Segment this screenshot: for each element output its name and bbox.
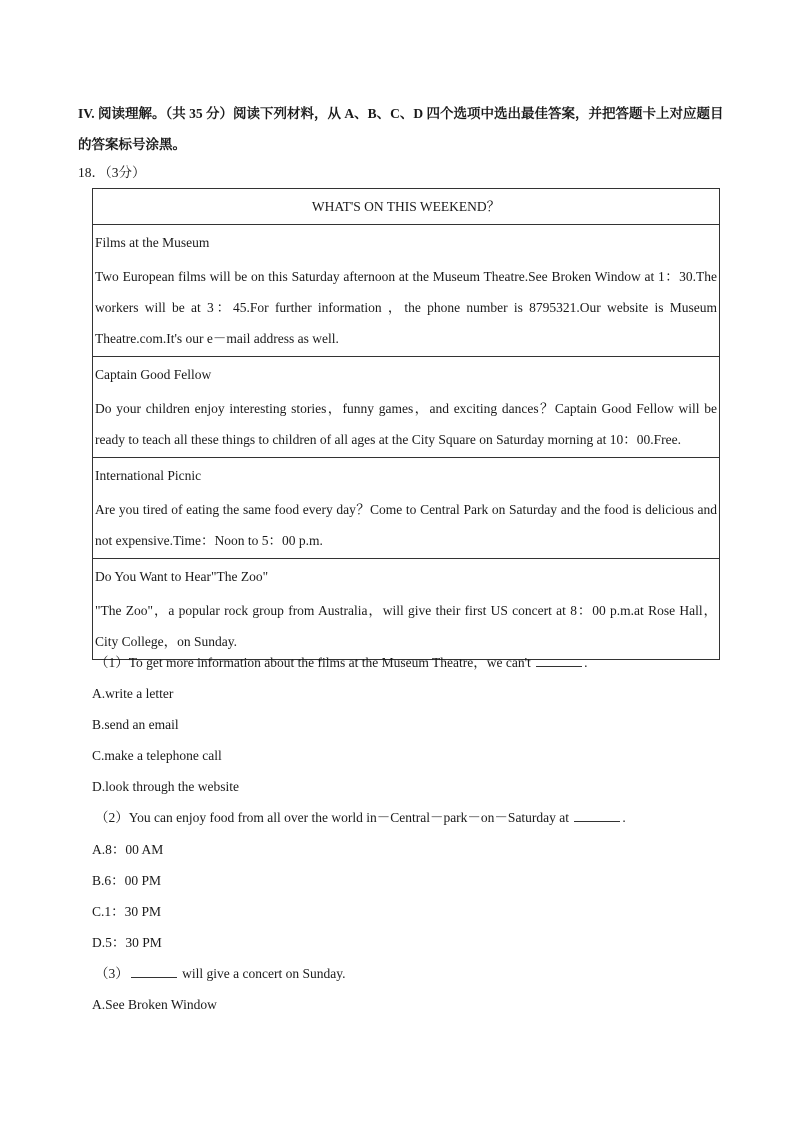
section-heading: IV. 阅读理解。（共 35 分）阅读下列材料，从 A、B、C、D 四个选项中选出最佳答案，并把答题卡上对应题目的答案标号涂黑。 bbox=[78, 106, 724, 152]
event-title: International Picnic bbox=[95, 468, 202, 483]
option: C.make a telephone call bbox=[92, 748, 222, 764]
question-stem bbox=[92, 958, 722, 989]
event-captain bbox=[93, 357, 719, 458]
event-picnic bbox=[93, 458, 719, 559]
weekend-events-table bbox=[92, 188, 720, 660]
questions bbox=[92, 647, 722, 1020]
stem-end: . bbox=[622, 810, 626, 826]
stem-text: （2）You can enjoy food from all over the world in－Central－park－on－Saturday at bbox=[95, 810, 570, 826]
event-title: Films at the Museum bbox=[95, 235, 210, 250]
option: A.write a letter bbox=[92, 686, 174, 702]
answer-blank[interactable] bbox=[574, 807, 620, 822]
event-title: Do You Want to Hear"The Zoo" bbox=[95, 569, 269, 584]
event-zoo bbox=[93, 559, 719, 659]
option: B.6：00 PM bbox=[92, 872, 162, 888]
question-number: 18．（3分） bbox=[78, 165, 146, 180]
question-stem bbox=[92, 802, 722, 833]
stem-text: （3） bbox=[95, 965, 129, 981]
option: A.8：00 AM bbox=[92, 841, 164, 857]
table-heading: WHAT'S ON THIS WEEKEND？ bbox=[93, 189, 719, 225]
option: A.See Broken Window bbox=[92, 997, 217, 1013]
option: D.5：30 PM bbox=[92, 934, 162, 950]
option: D.look through the website bbox=[92, 779, 239, 795]
event-description: Do your children enjoy interesting stories，funny games，and exciting dances？Captain Good Fellow will be ready to teach all these things to children of all ages at the City Square on Saturday morning at 10：00.Free. bbox=[95, 401, 717, 447]
event-films bbox=[93, 225, 719, 357]
option: C.1：30 PM bbox=[92, 903, 162, 919]
event-description: Are you tired of eating the same food every day？Come to Central Park on Saturday and the food is delicious and not expensive.Time：Noon to 5：00 p.m. bbox=[95, 502, 717, 548]
stem-text: （1）To get more information about the films at the Museum Theatre，we can't bbox=[95, 655, 531, 670]
event-description: Two European films will be on this Saturday afternoon at the Museum Theatre.See Broken Window at 1：30.The workers will be at 3：45.For further information ，the phone number is 8795321.Our website is Museum Theatre.com.It's our e－mail address as well. bbox=[95, 269, 717, 346]
answer-blank[interactable] bbox=[131, 963, 177, 978]
answer-blank[interactable] bbox=[536, 652, 582, 667]
option: B.send an email bbox=[92, 717, 179, 733]
question-stem bbox=[92, 647, 722, 678]
stem-end: . bbox=[584, 655, 588, 670]
event-title: Captain Good Fellow bbox=[95, 367, 212, 382]
stem-end: will give a concert on Sunday. bbox=[182, 965, 346, 981]
event-description: "The Zoo"，a popular rock group from Australia，will give their first US concert at 8：00 p.m.at Rose Hall，City College，on Sunday. bbox=[95, 603, 717, 649]
